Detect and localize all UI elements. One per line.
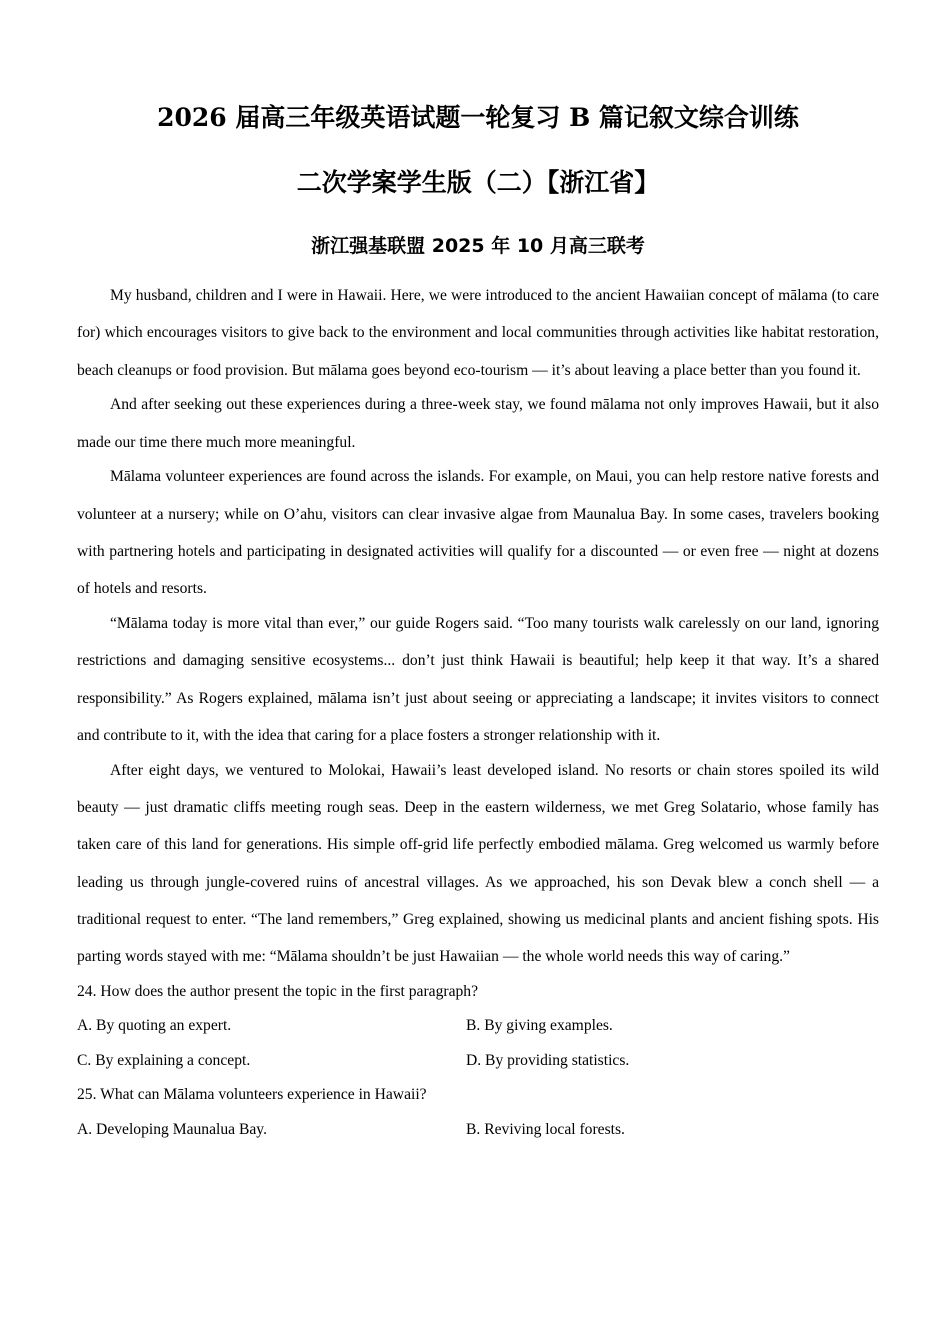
- title-line-1: 2026 届高三年级英语试题一轮复习 B 篇记叙文综合训练: [157, 103, 799, 132]
- document-title: [77, 85, 879, 215]
- option-a: A. Developing Maunalua Bay.: [77, 1120, 267, 1138]
- passage-paragraph: After eight days, we ventured to Molokai, Hawaii’s least developed island. No resorts or chain stores spoiled its wild beauty — just dramatic cliffs meeting rough seas. Deep in the eastern wilderness, we met Greg Solatario, whose family has taken care of this land for generations. His simple off-grid life perfectly embodied mālama. Greg welcomed us warmly before leading us through jungle-covered ruins of ancestral villages. As we approached, his son Devak blew a conch shell — a traditional request to enter. “The land remembers,” Greg explained, showing us medicinal plants and ancient fishing spots. His parting words stayed with me: “Mālama shouldn’t be just Hawaiian — the whole world needs this way of caring.”: [77, 761, 879, 966]
- title-line-2: 二次学案学生版（二）【浙江省】: [296, 168, 660, 197]
- question-stem: [77, 975, 879, 1010]
- question-24: [77, 975, 879, 1079]
- option-b: B. By giving examples.: [466, 1017, 613, 1035]
- passage-paragraph: “Mālama today is more vital than ever,” our guide Rogers said. “Too many tourists walk carelessly on our land, ignoring restrictions and damaging sensitive ecosystems... don’t just think Hawaii is beautiful; help keep it that way. It’s a shared responsibility.” As Rogers explained, mālama isn’t just about seeing or appreciating a landscape; it invites visitors to connect and contribute to it, with the idea that caring for a place fosters a stronger relationship with it.: [77, 615, 879, 745]
- option-c: C. By explaining a concept.: [77, 1051, 251, 1069]
- option-grid: [77, 1113, 879, 1148]
- option-a: A. By quoting an expert.: [77, 1017, 232, 1035]
- option-d: D. By providing statistics.: [466, 1051, 630, 1069]
- question-25: [77, 1078, 879, 1147]
- passage-paragraph: My husband, children and I were in Hawaii. Here, we were introduced to the ancient Hawaiian concept of mālama (to care for) which encourages visitors to give back to the environment and local communities through activities like habitat restoration, beach cleanups or food provision. But mālama goes beyond eco-tourism — it’s about leaving a place better than you found it.: [77, 287, 879, 379]
- question-stem: [77, 1078, 879, 1113]
- passage-paragraph: Mālama volunteer experiences are found across the islands. For example, on Maui, you can help restore native forests and volunteer at a nursery; while on O’ahu, visitors can clear invasive algae from Maunalua Bay. In some cases, travelers booking with partnering hotels and participating in designated activities will qualify for a discounted — or even free — night at dozens of hotels and resorts.: [77, 468, 879, 598]
- option-b: B. Reviving local forests.: [466, 1120, 625, 1138]
- question-text: How does the author present the topic in the first paragraph?: [100, 982, 478, 1000]
- exam-source-subtitle: 浙江强基联盟 2025 年 10 月高三联考: [311, 235, 645, 257]
- reading-passage: [77, 277, 879, 976]
- question-number: 24.: [77, 982, 97, 1000]
- question-list: [77, 975, 879, 1148]
- passage-paragraph: And after seeking out these experiences during a three-week stay, we found mālama not only improves Hawaii, but it also made our time there much more meaningful.: [77, 396, 879, 451]
- question-number: 25.: [77, 1086, 97, 1104]
- option-grid: [77, 1009, 879, 1078]
- question-text: What can Mālama volunteers experience in Hawaii?: [100, 1086, 427, 1104]
